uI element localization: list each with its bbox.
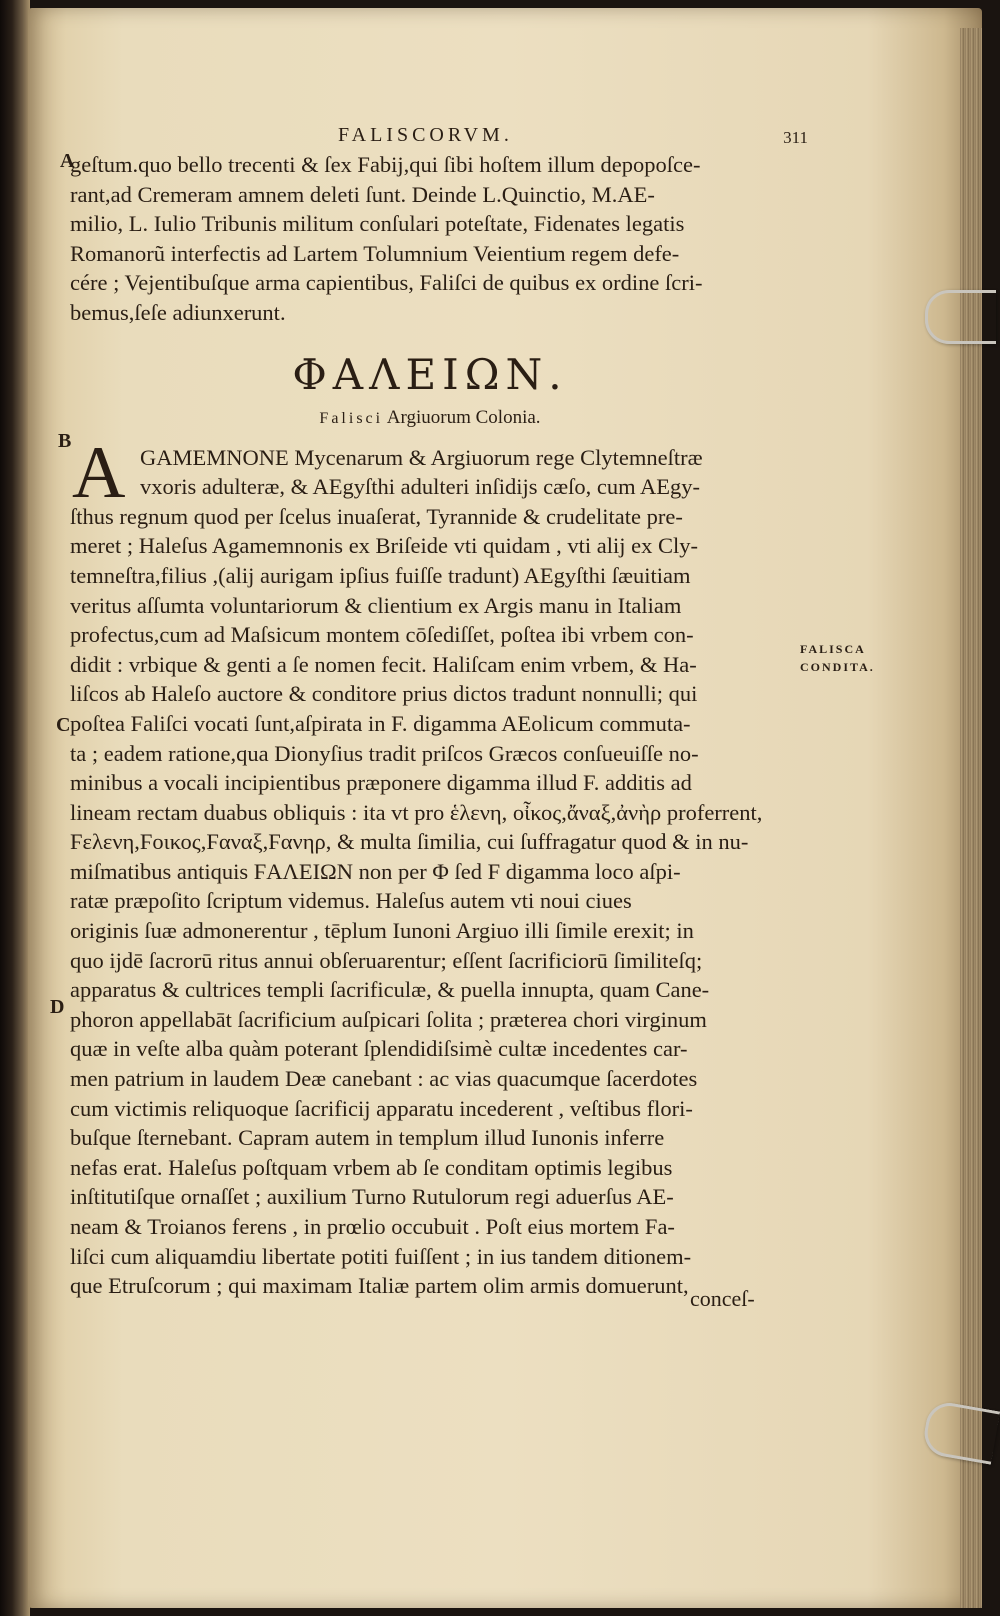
margin-note-line: CONDITA.: [800, 660, 875, 674]
text-line: veritus aſſumta voluntariorum & clientium ex Argis manu in Italiam: [70, 592, 682, 618]
text-line: nefas erat. Haleſus poſtquam vrbem ab ſe conditam optimis legibus: [70, 1154, 673, 1180]
subtitle-small-caps: Falisci: [319, 409, 384, 427]
text-line: neam & Troianos ferens , in prœlio occubuit . Poſt eius mortem Fa-: [70, 1214, 675, 1239]
section-marker-c: C: [56, 714, 71, 736]
catchword: conceſ-: [690, 1286, 755, 1311]
text-line: Romanorũ interfectis ad Lartem Tolumnium Veientium regem defe-: [70, 240, 680, 266]
text-line: rant,ad Cremeram amnem deleti ſunt. Deinde L.Quinctio, M.AE-: [70, 181, 655, 207]
section-title: ΦΑΛΕΙΩΝ.: [292, 349, 568, 399]
text-line: ta ; eadem ratione,qua Dionyſius tradit priſcos Græcos conſueuiſſe no-: [70, 740, 699, 766]
text-line: milio, L. Iulio Tribunis militum conſulari poteſtate, Fidenates legatis: [70, 211, 685, 237]
text-line: lineam rectam duabus obliquis : ita vt pro ἑλενη, οἶκος,ἄναξ,ἀνὴρ proferrent,: [70, 799, 763, 825]
text-line: ratæ præpoſito ſcriptum videmus. Haleſus autem vti noui ciues: [70, 888, 632, 914]
text-line: vxoris adulteræ, & AEgyſthi adulteri inſidijs cæſo, cum AEgy-: [140, 474, 700, 500]
text-line: profectus,cum ad Maſsicum montem cōſediſſet, poſtea ibi vrbem con-: [70, 622, 694, 648]
text-line: liſcos ab Haleſo auctore & conditore prius dictos tradunt nonnulli; qui: [70, 681, 698, 707]
text-line: minibus a vocali incipientibus præponere digamma illud F. additis ad: [70, 770, 692, 796]
text-line: que Etruſcorum ; qui maximam Italiæ partem olim armis domuerunt,: [70, 1273, 689, 1299]
section-marker-b: B: [58, 430, 72, 452]
text-line: bemus,ſeſe adiunxerunt.: [70, 299, 286, 325]
text-line: quæ in veſte alba quàm poterant ſplendidiſsimè cultæ incedentes car-: [70, 1036, 688, 1062]
text-line: meret ; Haleſus Agamemnonis ex Briſeide vti quidam , vti alij ex Cly-: [70, 533, 699, 559]
text-line: ſthus regnum quod per ſcelus inuaſerat, Tyrannide & crudelitate pre-: [70, 503, 683, 529]
text-line: quo ijdē ſacrorū ritus annui obſeruarentur; eſſent ſacrificiorū ſimiliteſq;: [70, 947, 703, 973]
text-line: inſtitutiſque ornaſſet ; auxilium Turno Rutulorum regi aduerſus AE-: [70, 1184, 674, 1210]
subtitle-rest: Argiuorum Colonia.: [386, 406, 541, 428]
text-line: Ϝελενη,Ϝοικος,Ϝαναξ,Ϝανηρ, & multa ſimilia, cui ſuffragatur quod & in nu-: [70, 829, 749, 855]
text-line: poſtea Faliſci vocati ſunt,aſpirata in F. digamma AEolicum commuta-: [70, 710, 691, 736]
body-paragraph: [70, 431, 790, 1301]
text-block: [70, 118, 808, 1301]
text-line: didit : vrbique & genti a ſe nomen fecit. Haliſcam enim vrbem, & Ha-: [70, 651, 697, 677]
running-head: FALISCORVM.: [338, 124, 513, 146]
opening-paragraph: [70, 150, 790, 328]
margin-note: [800, 640, 875, 676]
text-line: buſque ſternebant. Capram autem in templum illud Iunonis inferre: [70, 1125, 665, 1151]
drop-cap-lines: [70, 431, 790, 514]
text-line: geſtum.quo bello trecenti & ſex Fabij,qui ſibi hoſtem illum depopoſce-: [70, 152, 701, 177]
text-line: cum victimis reliquoque ſacrificij apparatu incederent , veſtibus flori-: [70, 1095, 693, 1121]
paper-clip-top: [925, 290, 996, 344]
text-line: GAMEMNONE Mycenarum & Argiuorum rege Clytemneſtræ: [140, 444, 703, 470]
text-line: phoron appellabāt ſacrificium auſpicari ſolita ; præterea chori virginum: [70, 1006, 707, 1032]
page-edges: [960, 28, 982, 1608]
margin-note-line: FALISCA: [800, 642, 866, 656]
text-line: originis ſuæ admonerentur , tēplum Iunoni Argiuo illi ſimile erexit; in: [70, 918, 694, 944]
section-subtitle: [70, 407, 790, 429]
page-header: [70, 118, 808, 150]
section-marker-a: A: [60, 150, 75, 172]
text-line: apparatus & cultrices templi ſacrificulæ, & puella innupta, quam Cane-: [70, 977, 710, 1003]
book-binding-edge: [0, 0, 30, 1616]
text-line: temneſtra,filius ,(alij aurigam ipſius fuiſſe tradunt) AEgyſthi ſæuitiam: [70, 562, 691, 588]
drop-cap: A: [72, 431, 126, 514]
page-number: 311: [783, 128, 808, 147]
text-line: miſmatibus antiquis ϜΑΛΕΙΩΝ non per Φ ſed F digamma loco aſpi-: [70, 858, 681, 884]
text-line: men patrium in laudem Deæ canebant : ac vias quacumque ſacerdotes: [70, 1066, 698, 1092]
section-marker-d: D: [50, 996, 65, 1018]
text-line: liſci cum aliquamdiu libertate potiti fuiſſent ; in ius tandem ditionem-: [70, 1243, 692, 1269]
text-line: cére ; Vejentibuſque arma capientibus, Faliſci de quibus ex ordine ſcri-: [70, 270, 703, 296]
